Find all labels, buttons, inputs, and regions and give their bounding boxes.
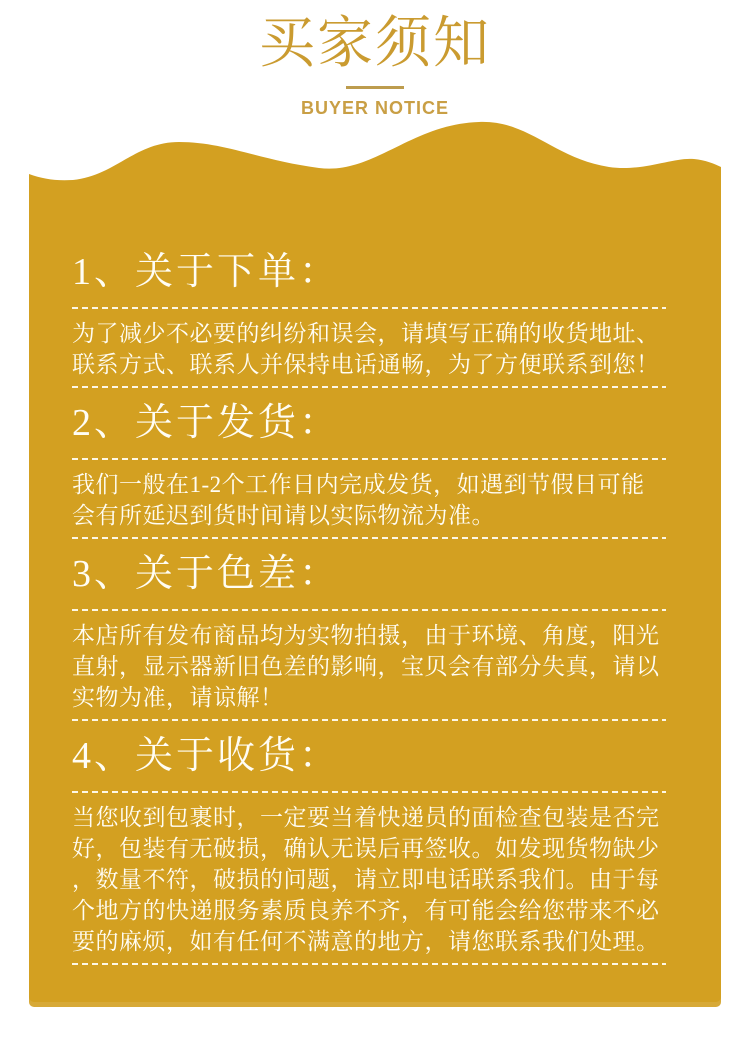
dashed-divider: [72, 963, 666, 965]
dashed-divider: [72, 791, 666, 793]
section-color-difference: [72, 554, 678, 721]
dashed-divider: [72, 458, 666, 460]
page-header: [0, 0, 750, 119]
section-heading-color-difference: 3、关于色差：: [72, 553, 341, 595]
section-body-color-difference: 本店所有发布商品均为实物拍摄，由于环境、角度，阳光直射，显示器新旧色差的影响，宝贝会有部分失真，请以实物为准，请谅解！: [72, 623, 660, 710]
section-heading-ordering: 1、关于下单：: [72, 251, 341, 293]
section-shipping: [72, 403, 678, 539]
section-body-receiving: 当您收到包裹时，一定要当着快递员的面检查包装是否完好，包装有无破损，确认无误后再签收。如发现货物缺少，数量不符，破损的问题，请立即电话联系我们。由于每个地方的快递服务素质良养不齐，有可能会给您带来不必要的麻烦，如有任何不满意的地方，请您联系我们处理。: [72, 805, 660, 954]
section-heading-receiving: 4、关于收货：: [72, 735, 341, 777]
notice-card-body: [29, 200, 721, 1007]
dashed-divider: [72, 719, 666, 721]
section-ordering: [72, 252, 678, 388]
page-subtitle: BUYER NOTICE: [300, 97, 449, 118]
wave-top-decoration: [29, 110, 721, 200]
dashed-divider: [72, 386, 666, 388]
page-title: 买家须知: [259, 13, 491, 75]
dashed-divider: [72, 609, 666, 611]
section-heading-shipping: 2、关于发货：: [72, 402, 341, 444]
notice-card: [29, 110, 721, 1007]
section-body-ordering: 为了减少不必要的纠纷和误会，请填写正确的收货地址、联系方式、联系人并保持电话通畅，为了方便联系到您！: [72, 321, 660, 377]
section-body-shipping: 我们一般在1-2个工作日内完成发货，如遇到节假日可能会有所延迟到货时间请以实际物流为准。: [72, 472, 645, 528]
section-receiving: [72, 736, 678, 965]
dashed-divider: [72, 307, 666, 309]
title-divider: [346, 86, 404, 89]
dashed-divider: [72, 537, 666, 539]
